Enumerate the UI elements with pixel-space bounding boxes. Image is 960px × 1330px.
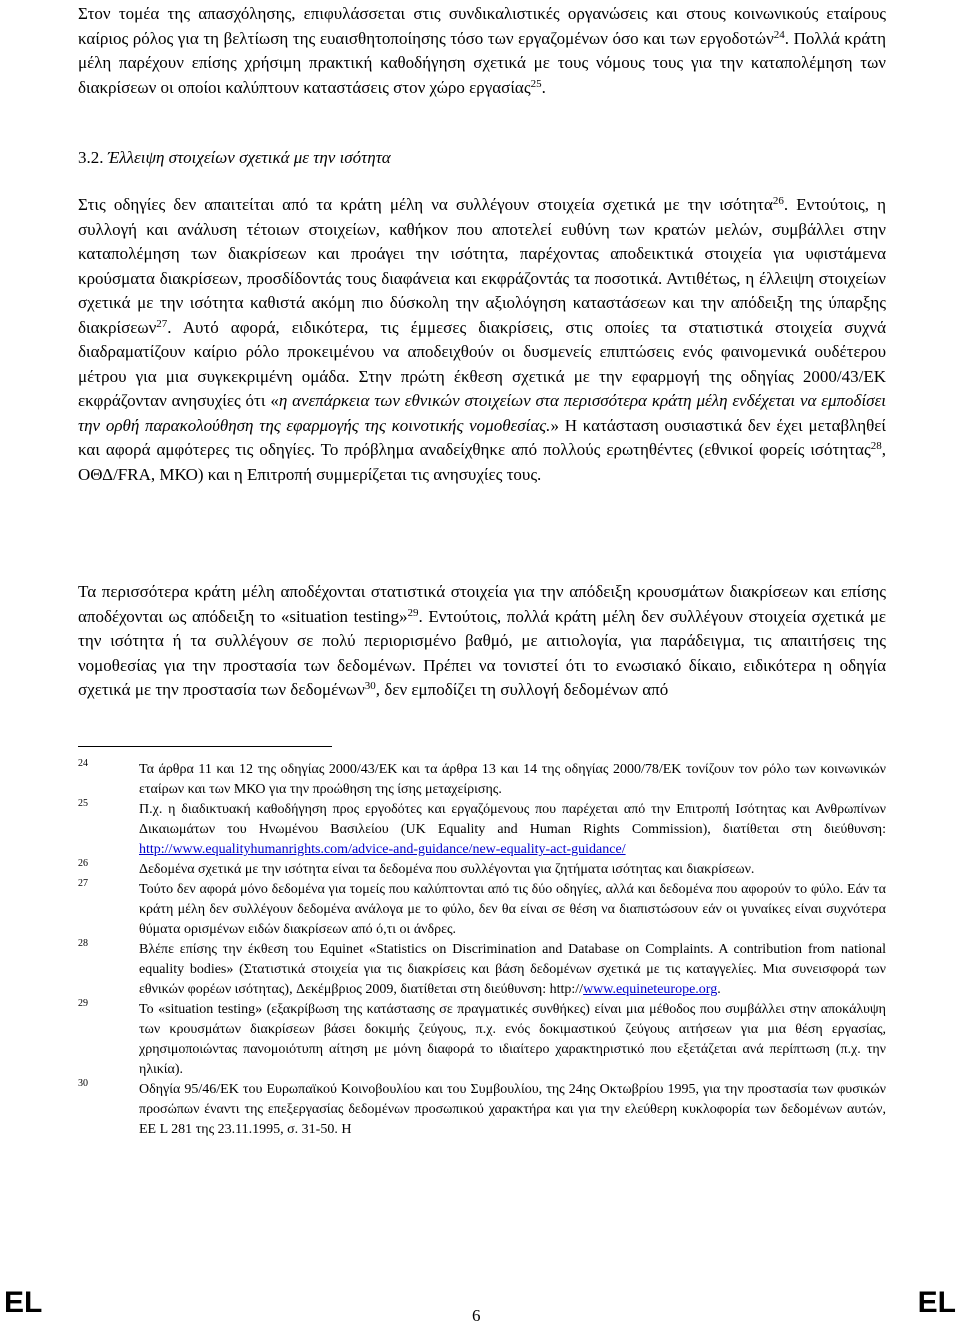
- footnote-ref[interactable]: 25: [530, 77, 542, 90]
- footnote-ref[interactable]: 28: [870, 440, 882, 452]
- footnote-number: 27: [78, 878, 88, 889]
- footnote-ref[interactable]: 29: [407, 606, 419, 619]
- paragraph-text: . Εντούτοις, πολλά κράτη μέλη δεν συλλέγουν στοιχεία σχετικά με την ισότητα ή τα συλλέγουν σε πολύ περιορισμένο βαθμό, με αιτιολογία, για παράδειγμα, τις απαιτήσεις της νομοθεσίας για την προστασία των δεδομένων. Πρέπει να τονιστεί ότι το ενωσιακό δίκαιο, ειδικότερα η οδηγία σχετικά με την προστασία των δεδομένων: [78, 606, 886, 699]
- footnote-text: [139, 800, 886, 860]
- footnotes: [78, 760, 886, 1140]
- footnote-number: 24: [78, 758, 88, 769]
- footnote-text: [139, 940, 886, 1000]
- footnote-body: Π.χ. η διαδικτυακή καθοδήγηση προς εργοδότες και εργαζόμενους που παρέχεται από την Επιτροπή Ισότητας και Ανθρωπίνων Δικαιωμάτων του Ηνωμένου Βασιλείου (UK Equality and Human Rights Commission), διατίθεται στη διεύθυνση:: [139, 802, 886, 837]
- paragraph-text: Στον τομέα της απασχόλησης, επιφυλάσσεται στις συνδικαλιστικές οργανώσεις και στους κοινωνικούς εταίρους καίριος ρόλος για τη βελτίωση της ευαισθητοποίησης τόσο των εργαζομένων όσο και των εργοδοτών: [78, 4, 886, 48]
- footnote: [78, 1000, 886, 1080]
- paragraph-2: [78, 193, 886, 487]
- footnote-link[interactable]: http://www.equalityhumanrights.com/advice-and-guidance/new-equality-act-guidance/: [139, 842, 626, 857]
- paragraph-text: . Εντούτοις, η συλλογή και ανάλυση τέτοιων στοιχείων, καθήκον που αποτελεί ευθύνη των κρατών μελών, συμβάλλει στην καταπολέμηση των διακρίσεων και προάγει την ισότητα, παρέχοντας αποδεικτικά στοιχεία για υφιστάμενα κρούσματα διακρίσεων, προσδίδοντάς τους διαφάνεια και εκφράζοντάς τα ποσοτικά. Αντιθέτως, η έλλειψη στοιχείων σχετικά με την ισότητα καθιστά ακόμη πιο δύσκολη την αξιολόγηση καταστάσεων και την απόδειξη της ύπαρξης διακρίσεων: [78, 195, 886, 337]
- footnote-ref[interactable]: 26: [772, 195, 784, 207]
- footnote-separator: [78, 746, 332, 747]
- paragraph-text: , δεν εμποδίζει τη συλλογή δεδομένων από: [375, 680, 669, 699]
- section-title: Έλλειψη στοιχείων σχετικά με την ισότητα: [107, 148, 391, 167]
- paragraph-text: » Η κατάσταση ουσιαστικά δεν έχει μεταβληθεί και αφορά αμφότερες τις οδηγίες. Το πρόβλημα αναδείχθηκε από πολλούς ερωτηθέντες (εθνικοί φορείς ισότητας: [78, 415, 886, 459]
- footnote-ref[interactable]: 24: [773, 28, 785, 41]
- footnote-link[interactable]: www.equineteurope.org: [583, 982, 718, 997]
- paragraph-text: . Πολλά κράτη μέλη παρέχουν επίσης χρήσιμη πρακτική καθοδήγηση σχετικά με τους νόμους τους για την καταπολέμηση των διακρίσεων οι οποίοι καλύπτουν καταστάσεις στον χώρο εργασίας: [78, 28, 886, 97]
- footnote-number: 25: [78, 798, 88, 809]
- footnote-text: Τούτο δεν αφορά μόνο δεδομένα για τομείς που καλύπτονται από τις δύο οδηγίες, αλλά και δεδομένα που αφορούν το φύλο. Εάν τα κράτη μέλη δεν συλλέγουν δεδομένα ανάλογα με το φύλο, δεν θα είναι σε θέση να διαπιστώσουν εάν οι γυναίκες είναι συχνότερα θύματα ορισμένων ειδών διακρίσεων από ό,τι οι άνδρες.: [139, 882, 886, 937]
- paragraph-text: .: [541, 77, 546, 97]
- footnote-ref[interactable]: 30: [364, 680, 376, 692]
- footnote-text: Δεδομένα σχετικά με την ισότητα είναι τα δεδομένα που συλλέγονται για ζητήματα ισότητας και διακρίσεων.: [139, 862, 755, 877]
- footnote-ref[interactable]: 27: [156, 317, 168, 330]
- footnote: [78, 940, 886, 1000]
- footnote-text: Οδηγία 95/46/ΕΚ του Ευρωπαϊκού Κοινοβουλίου και του Συμβουλίου, της 24ης Οκτωβρίου 1995, για την προστασία των φυσικών προσώπων έναντι της επεξεργασίας δεδομένων προσωπικού χαρακτήρα και για την ελεύθερη κυκλοφορία των δεδομένων αυτών, ΕΕ L 281 της 23.11.1995, σ. 31-50. Η: [139, 1082, 886, 1137]
- footnote-body: .: [717, 982, 721, 997]
- footnote: [78, 760, 886, 800]
- footnote-number: 28: [78, 938, 88, 949]
- page-number: 6: [472, 1306, 481, 1325]
- paragraph-text: Στις οδηγίες δεν απαιτείται από τα κράτη μέλη να συλλέγουν στοιχεία σχετικά με την ισότητα: [78, 195, 773, 214]
- paragraph-3: [78, 580, 886, 703]
- footer-language-left: EL: [4, 1286, 43, 1319]
- footnote-number: 29: [78, 998, 88, 1009]
- paragraph-text: . Αυτό αφορά, ειδικότερα, τις έμμεσες διακρίσεις, στις οποίες τα στατιστικά στοιχεία συχνά διαδραματίζουν καίριο ρόλο προκειμένου να αποδειχθούν οι δυσμενείς επιπτώσεις ενός φαινομενικά ουδέτερου μέτρου για μια συγκεκριμένη ομάδα. Στην πρώτη έκθεση σχετικά με την εφαρμογή της οδηγίας 2000/43/ΕΚ εκφράζονταν ανησυχίες ότι «: [78, 317, 886, 410]
- paragraph-text: , ΟΘΔ/FRA, ΜΚΟ) και η Επιτροπή συμμερίζεται τις ανησυχίες τους.: [78, 440, 886, 484]
- quoted-text: η ανεπάρκεια των εθνικών στοιχείων στα περισσότερα κράτη μέλη ενδέχεται να εμποδίσει την ορθή παρακολούθηση της εφαρμογής της κοινοτικής νομοθεσίας.: [78, 391, 886, 435]
- footnote: [78, 880, 886, 940]
- footnote: [78, 800, 886, 860]
- paragraph-text: Τα περισσότερα κράτη μέλη αποδέχονται στατιστικά στοιχεία για την απόδειξη κρουσμάτων διακρίσεων και επίσης αποδέχονται ως απόδειξη το «situation testing»: [78, 582, 886, 626]
- footnote: [78, 1080, 886, 1140]
- footnote-body: Βλέπε επίσης την έκθεση του Equinet «Statistics on Discrimination and Database on Complaints. A contribution from national equality bodies» (Στατιστικά στοιχεία για τις διακρίσεις και βάση δεδομένων σχετικά με τις καταγγελίες. Μια συνεισφορά των εθνικών φορέων ισότητας), Δεκέμβριος 2009, διατίθεται στη διεύθυνση: http://: [139, 942, 886, 997]
- section-heading: [78, 146, 886, 170]
- footer-language-right: EL: [917, 1286, 956, 1319]
- paragraph-1: [78, 2, 886, 100]
- footnote: [78, 860, 886, 880]
- section-number: 3.2.: [78, 148, 104, 167]
- footnote-number: 26: [78, 858, 88, 869]
- footnote-number: 30: [78, 1078, 88, 1089]
- footnote-text: Το «situation testing» (εξακρίβωση της κατάστασης σε πραγματικές συνθήκες) είναι μια μέθοδος που συμβάλλει στην αποκάλυψη των κρουσμάτων διακρίσεων βάσει δοκιμής ζεύγους, π.χ. ενός δοκιμαστικού ζεύγους αιτήσεων για μια θέση εργασίας, χρησιμοποιώντας πανομοιότυπη αίτηση με μόνη διαφορά το ιδιαίτερο χαρακτηριστικό που εξετάζεται ανά περίπτωση (π.χ. την ηλικία).: [139, 1002, 886, 1077]
- footnote-text: Τα άρθρα 11 και 12 της οδηγίας 2000/43/ΕΚ και τα άρθρα 13 και 14 της οδηγίας 2000/78/ΕΚ τονίζουν τον ρόλο των κοινωνικών εταίρων και των ΜΚΟ για την προώθηση της ίσης μεταχείρισης.: [139, 762, 886, 797]
